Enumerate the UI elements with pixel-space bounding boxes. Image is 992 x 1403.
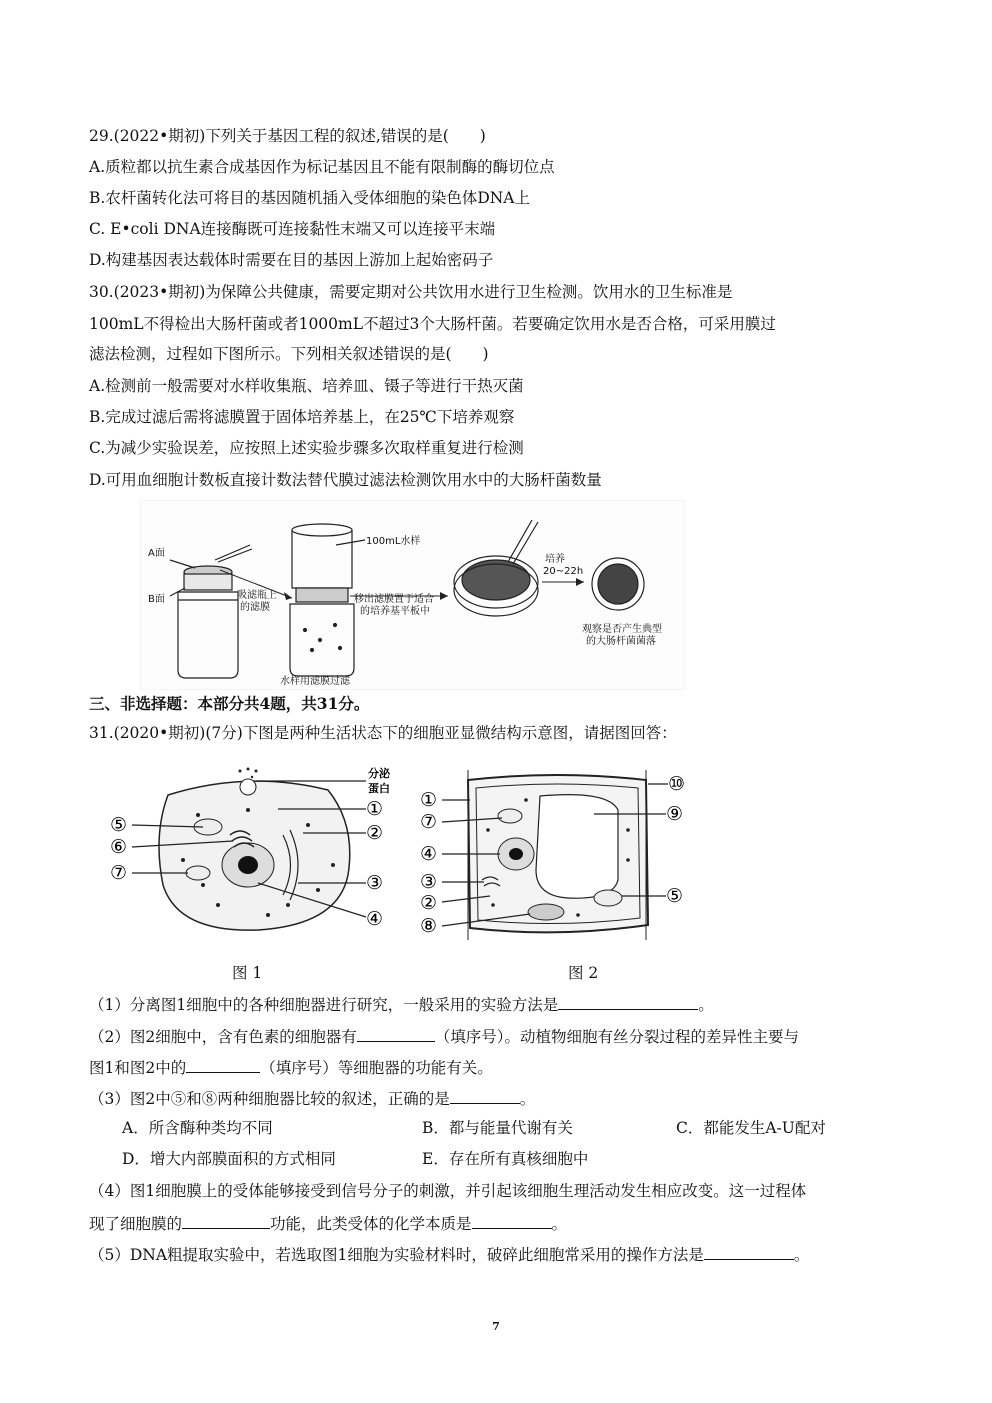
q29-option-c: C. E•coli DNA连接酶既可连接黏性末端又可以连接平末端 bbox=[89, 220, 496, 238]
q29-stem: 29.(2022•期初)下列关于基因工程的叙述,错误的是( ) bbox=[89, 127, 486, 145]
label-filter-2: 的滤膜 bbox=[240, 602, 270, 613]
q31-sub3-option-d: D．增大内部膜面积的方式相同 bbox=[122, 1150, 336, 1168]
q31-sub4-end: 。 bbox=[551, 1215, 568, 1233]
q31-sub3 bbox=[89, 1087, 535, 1109]
section-3-heading: 三、非选择题：本部分共4题，共31分。 bbox=[89, 694, 370, 713]
q31-sub4-text-b: 现了细胞膜的 bbox=[89, 1215, 183, 1233]
label-water-sample: 100mL水样 bbox=[366, 536, 421, 547]
label-filter-1: 吸滤瓶上 bbox=[237, 590, 277, 601]
q31-sub4-blank-2[interactable] bbox=[472, 1212, 552, 1229]
q31-sub1-text: （1）分离图1细胞中的各种细胞器进行研究，一般采用的实验方法是 bbox=[89, 996, 559, 1014]
q31-sub3-option-e: E．存在所有真核细胞中 bbox=[422, 1150, 589, 1168]
q31-sub1 bbox=[89, 993, 714, 1015]
fig1-label-3: ③ bbox=[366, 872, 384, 894]
q30-stem-line-3: 滤法检测，过程如下图所示。下列相关叙述错误的是( ) bbox=[89, 345, 489, 363]
label-time: 20~22h bbox=[543, 566, 584, 577]
q31-sub3-option-b: B．都与能量代谢有关 bbox=[422, 1119, 573, 1137]
q31-sub1-end: 。 bbox=[698, 996, 714, 1014]
membrane-filtration-figure bbox=[140, 500, 685, 690]
q31-sub5-end: 。 bbox=[793, 1246, 810, 1264]
q31-sub3-end: 。 bbox=[519, 1090, 536, 1108]
fig1-caption: 图 1 bbox=[232, 964, 263, 982]
result-dish bbox=[592, 558, 644, 610]
fig1-animal-cell bbox=[108, 765, 400, 940]
q29-option-b: B.农杆菌转化法可将目的基因随机插入受体细胞的染色体DNA上 bbox=[89, 189, 531, 207]
fig2-label-5: ⑤ bbox=[666, 885, 684, 907]
fig1-label-7: ⑦ bbox=[110, 862, 128, 884]
q31-stem: 31.(2020•期初)(7分)下图是两种生活状态下的细胞亚显微结构示意图，请据图回答： bbox=[89, 724, 677, 742]
q31-sub2-text-c: 图1和图2中的 bbox=[89, 1059, 187, 1077]
fig1-label-4: ④ bbox=[366, 908, 384, 930]
label-move-1: 移出滤膜置于适合 bbox=[354, 594, 434, 605]
fig1-label-2: ② bbox=[366, 822, 384, 844]
q31-sub2-line-1 bbox=[89, 1025, 799, 1047]
label-a-side: A面 bbox=[148, 548, 165, 559]
fig2-label-2: ② bbox=[420, 892, 438, 914]
q31-sub4-line-1: （4）图1细胞膜上的受体能够接受到信号分子的刺激，并引起该细胞生理活动发生相应改变。这一过程体 bbox=[89, 1182, 807, 1200]
q31-sub2-blank-1[interactable] bbox=[357, 1025, 435, 1042]
q31-sub4-line-2 bbox=[89, 1212, 567, 1234]
fig2-label-7: ⑦ bbox=[420, 811, 438, 833]
fig2-label-4: ④ bbox=[420, 843, 438, 865]
fig2-label-3: ③ bbox=[420, 871, 438, 893]
q31-sub5-text: （5）DNA粗提取实验中，若选取图1细胞为实验材料时，破碎此细胞常采用的操作方法是 bbox=[89, 1246, 704, 1264]
label-b-side: B面 bbox=[148, 594, 165, 605]
label-move-2: 的培养基平板中 bbox=[360, 606, 430, 617]
q31-sub2-text-a: （2）图2细胞中，含有色素的细胞器有 bbox=[89, 1028, 357, 1046]
fig2-label-10: ⑩ bbox=[668, 773, 686, 795]
fig1-label-1: ① bbox=[366, 798, 384, 820]
fig2-label-8: ⑧ bbox=[420, 915, 438, 937]
q31-sub2-line-2 bbox=[89, 1056, 493, 1078]
q31-sub4-blank-1[interactable] bbox=[182, 1212, 270, 1229]
q30-option-a: A.检测前一般需要对水样收集瓶、培养皿、镊子等进行干热灭菌 bbox=[89, 377, 524, 395]
label-filtering: 水样用滤膜过滤 bbox=[280, 676, 350, 687]
fig1-label-6: ⑥ bbox=[110, 836, 128, 858]
q31-sub1-blank[interactable] bbox=[558, 993, 698, 1010]
fig2-caption: 图 2 bbox=[568, 964, 599, 982]
q31-sub4-text-c: 功能，此类受体的化学本质是 bbox=[270, 1215, 472, 1233]
q31-sub3-option-a: A．所含酶种类均不同 bbox=[122, 1119, 273, 1137]
q29-option-a: A.质粒都以抗生素合成基因作为标记基因且不能有限制酶的酶切位点 bbox=[89, 158, 555, 176]
q30-stem-line-2: 100mL不得检出大肠杆菌或者1000mL不超过3个大肠杆菌。若要确定饮用水是否合格，可采用膜过 bbox=[89, 315, 776, 333]
fig1-secretory-label-2: 蛋白 bbox=[368, 782, 390, 795]
q31-sub3-text: （3）图2中⑤和⑧两种细胞器比较的叙述，正确的是 bbox=[89, 1090, 450, 1108]
fig2-label-1: ① bbox=[420, 789, 438, 811]
q31-sub3-option-c: C．都能发生A-U配对 bbox=[676, 1119, 826, 1137]
q30-option-d: D.可用血细胞计数板直接计数法替代膜过滤法检测饮用水中的大肠杆菌数量 bbox=[89, 471, 602, 489]
q29-option-d: D.构建基因表达载体时需要在目的基因上游加上起始密码子 bbox=[89, 251, 494, 269]
fig2-plant-cell bbox=[418, 770, 693, 940]
q31-sub2-text-d: （填序号）等细胞器的功能有关。 bbox=[260, 1059, 493, 1077]
q30-option-c: C.为减少实验误差，应按照上述实验步骤多次取样重复进行检测 bbox=[89, 439, 524, 457]
q30-stem-line-1: 30.(2023•期初)为保障公共健康，需要定期对公共饮用水进行卫生检测。饮用水的卫生标准是 bbox=[89, 283, 733, 301]
fig1-secretory-label-1: 分泌 bbox=[368, 767, 390, 780]
fig1-label-5: ⑤ bbox=[110, 814, 128, 836]
q31-sub5 bbox=[89, 1243, 809, 1265]
fig2-label-9: ⑨ bbox=[666, 803, 684, 825]
q31-sub2-blank-2[interactable] bbox=[186, 1056, 260, 1073]
q31-sub5-blank[interactable] bbox=[704, 1243, 794, 1260]
q31-sub3-blank[interactable] bbox=[450, 1087, 520, 1104]
label-observe-2: 的大肠杆菌菌落 bbox=[586, 636, 656, 647]
label-observe-1: 观察是否产生典型 bbox=[582, 624, 662, 635]
q30-option-b: B.完成过滤后需将滤膜置于固体培养基上，在25℃下培养观察 bbox=[89, 408, 515, 426]
label-culture: 培养 bbox=[545, 554, 565, 565]
q31-sub2-text-b: （填序号）。动植物细胞有丝分裂过程的差异性主要与 bbox=[434, 1028, 799, 1046]
page-number: 7 bbox=[492, 1320, 500, 1333]
